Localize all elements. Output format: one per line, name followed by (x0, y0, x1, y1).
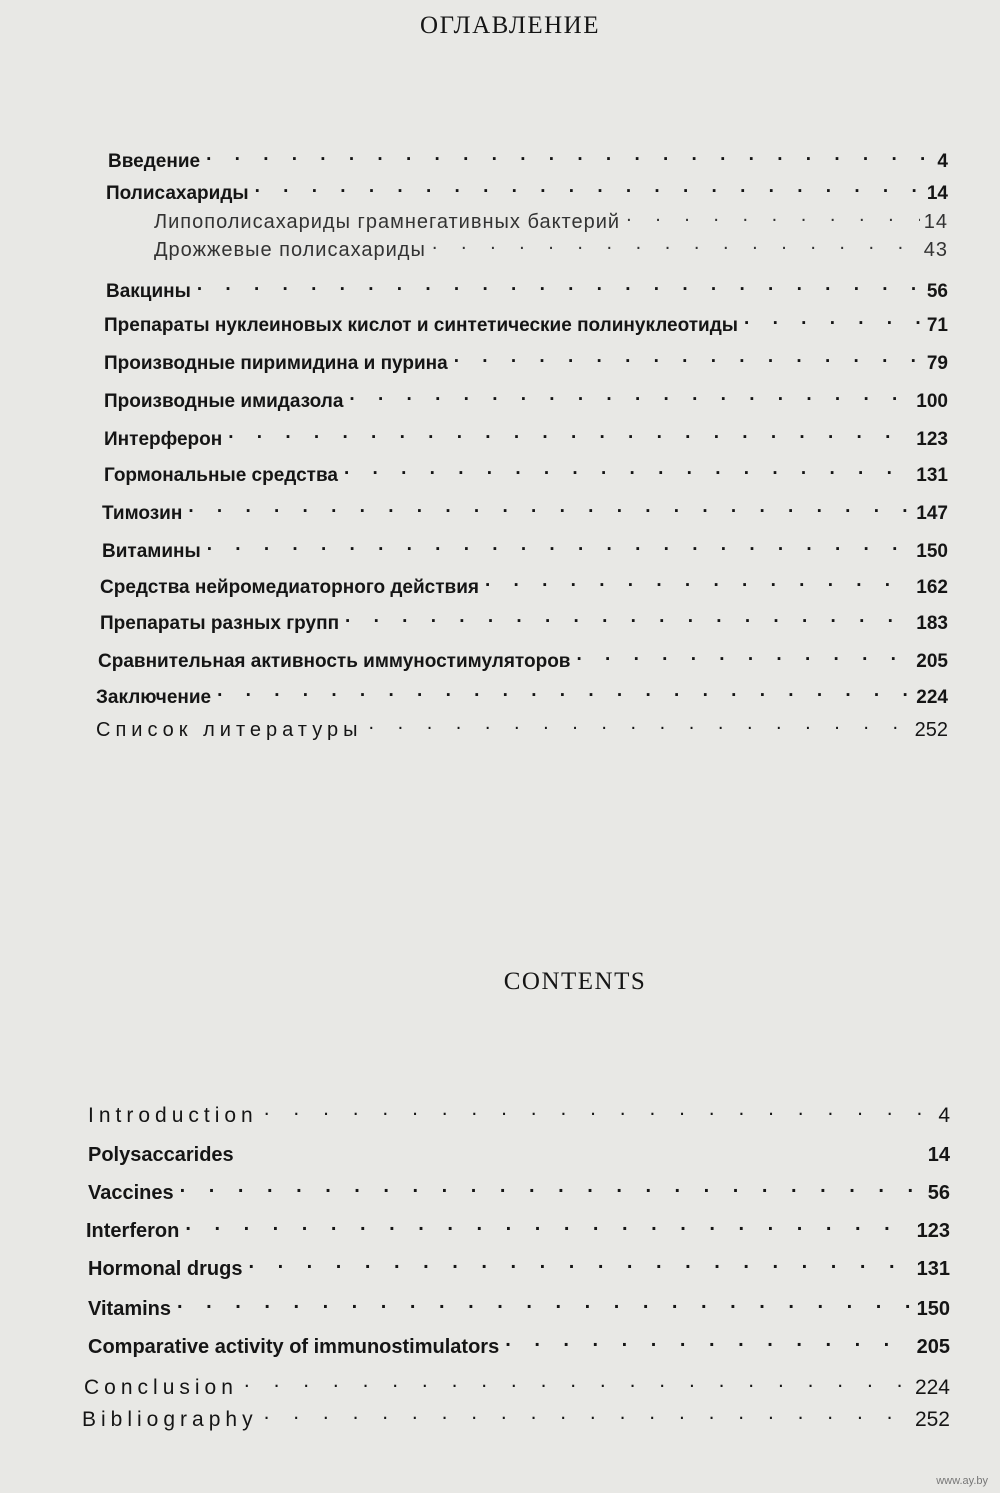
toc-entry (104, 458, 948, 487)
leader-dots (626, 204, 920, 228)
toc-entry (82, 1401, 950, 1432)
toc-entry (108, 144, 948, 173)
toc-entry-label: Интерферон (104, 428, 223, 450)
leader-dots (206, 144, 933, 167)
toc-entry-page: 56 (927, 1182, 950, 1204)
toc-entry-page: 123 (916, 428, 948, 450)
toc-entry (88, 1291, 950, 1321)
toc-entry-label: Заключение (96, 686, 212, 708)
leader-dots (432, 232, 920, 256)
toc-entry-label: Производные имидазола (104, 390, 344, 412)
leader-dots (344, 458, 912, 481)
toc-entry (86, 1213, 950, 1243)
leader-dots (345, 606, 912, 629)
toc-entry (106, 274, 948, 303)
toc-entry-page: 224 (914, 1376, 950, 1400)
toc-entry (96, 680, 948, 709)
toc-entry-page: 205 (916, 1336, 950, 1358)
toc-entry (88, 1329, 950, 1359)
toc-entry-page: 147 (916, 502, 948, 524)
toc-entry-label: Липополисахариды грамнегативных бактерий (154, 211, 621, 233)
toc-entry-page: 205 (916, 650, 948, 672)
toc-entry (84, 1369, 950, 1400)
toc-entry (100, 606, 948, 635)
toc-entry-page: 100 (916, 390, 948, 412)
toc-entry-label: Дрожжевые полисахариды (154, 239, 426, 261)
leader-dots (255, 176, 923, 199)
leader-dots (454, 346, 923, 369)
toc-entry (104, 422, 948, 451)
toc-entry-label: Comparative activity of immunostimulators (88, 1336, 500, 1358)
toc-entry-label: Список литературы (96, 719, 363, 741)
toc-entry-page: 252 (914, 719, 948, 741)
toc-entry (96, 712, 948, 742)
toc-entry-label: Тимозин (102, 502, 183, 524)
leader-dots (577, 644, 913, 667)
toc-entry-page: 14 (926, 182, 948, 204)
toc-entry-label: Средства нейромедиаторного действия (100, 576, 479, 598)
toc-entry-label: Vaccines (88, 1182, 174, 1204)
toc-entry (88, 1251, 950, 1281)
toc-entry-label: Bibliography (82, 1408, 258, 1432)
toc-entry (102, 496, 948, 525)
leader-dots (368, 712, 910, 736)
toc-entry-page: 123 (916, 1220, 950, 1242)
leader-dots (264, 1401, 911, 1426)
leader-dots (180, 1175, 924, 1199)
toc-entry (88, 1175, 950, 1205)
toc-entry-label: Введение (108, 150, 201, 172)
toc-entry (102, 534, 948, 563)
toc-entry (98, 644, 948, 673)
leader-dots (244, 1369, 911, 1394)
toc-entry-page: 71 (926, 314, 948, 336)
toc-entry-page: 79 (926, 352, 948, 374)
toc-entry-page: 183 (916, 612, 948, 634)
toc-entry-page: 224 (916, 686, 948, 708)
toc-entry-page: 56 (926, 280, 948, 302)
leader-dots (505, 1329, 912, 1353)
leader-dots (207, 534, 913, 557)
toc-entry (104, 308, 948, 337)
toc-entry-page: 43 (923, 239, 948, 261)
toc-subentry (154, 232, 948, 262)
toc-entry-label: Сравнительная активность иммуностимуляторов (98, 650, 571, 672)
leader-dots (248, 1251, 912, 1275)
toc-entry-page: 252 (914, 1408, 950, 1432)
toc-entry (100, 570, 948, 599)
toc-entry (88, 1137, 950, 1167)
leader-dots (744, 308, 923, 331)
toc-entry-label: Полисахариды (106, 182, 249, 204)
contents-title-en: CONTENTS (503, 968, 647, 995)
toc-entry (104, 346, 948, 375)
toc-entry-label: Hormonal drugs (88, 1258, 243, 1280)
leader-dots (188, 496, 912, 519)
toc-entry (88, 1097, 950, 1128)
leader-dots (349, 384, 912, 407)
toc-subentry (154, 204, 948, 234)
toc-entry-label: Витамины (102, 540, 201, 562)
toc-entry-page: 4 (938, 1104, 950, 1128)
toc-entry-label: Производные пиримидина и пурина (104, 352, 448, 374)
leader-dots (228, 422, 912, 445)
toc-entry-page: 131 (916, 1258, 950, 1280)
watermark: www.ay.by (936, 1475, 988, 1487)
leader-dots (217, 680, 912, 703)
toc-entry (106, 176, 948, 205)
toc-entry-label: Interferon (86, 1220, 180, 1242)
contents-title-ru: ОГЛАВЛЕНИЕ (420, 12, 600, 39)
toc-entry-page: 4 (937, 150, 948, 172)
leader-dots (185, 1213, 912, 1237)
toc-entry-page: 162 (916, 576, 948, 598)
toc-entry-page: 14 (927, 1144, 950, 1166)
toc-entry-label: Гормональные средства (104, 464, 338, 486)
toc-entry-label: Polysaccarides (88, 1144, 234, 1166)
toc-entry-page: 14 (923, 211, 948, 233)
toc-entry-label: Introduction (88, 1104, 258, 1128)
leader-dots (264, 1097, 935, 1122)
toc-entry-label: Vitamins (88, 1298, 171, 1320)
toc-entry-label: Препараты нуклеиновых кислот и синтетические полинуклеотиды (104, 314, 739, 336)
toc-entry-page: 150 (916, 540, 948, 562)
toc-entry-page: 131 (916, 464, 948, 486)
leader-dots (485, 570, 912, 593)
toc-entry-page: 150 (916, 1298, 950, 1320)
toc-entry-label: Conclusion (84, 1376, 238, 1400)
toc-entry (104, 384, 948, 413)
toc-entry-label: Препараты разных групп (100, 612, 340, 634)
toc-entry-label: Вакцины (106, 280, 191, 302)
leader-dots (177, 1291, 913, 1315)
leader-dots (197, 274, 923, 297)
